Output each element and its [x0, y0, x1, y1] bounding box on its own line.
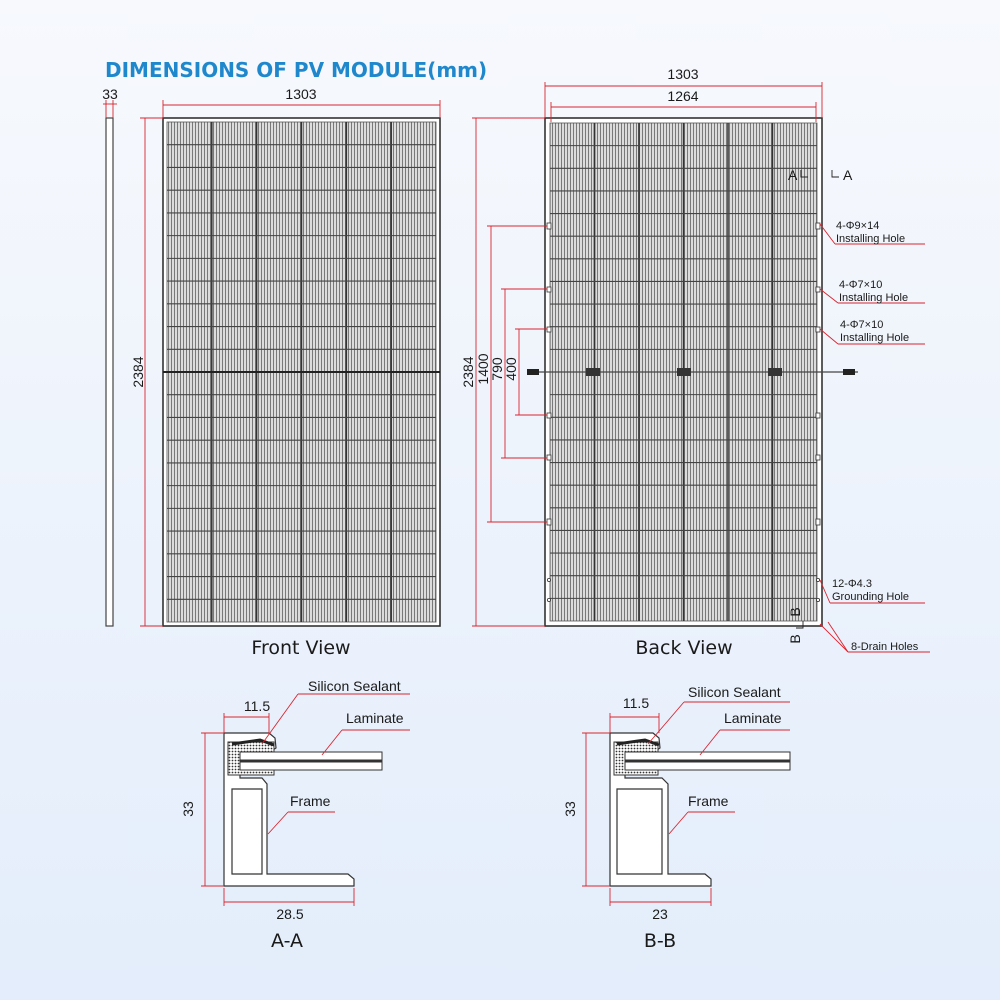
front-view-label: Front View [251, 637, 351, 659]
svg-text:12-Φ4.3: 12-Φ4.3 [832, 578, 872, 590]
junction-box-2 [677, 368, 691, 376]
connector-left [527, 369, 539, 375]
callout-installing-hole-3 [820, 319, 925, 344]
svg-text:Grounding Hole: Grounding Hole [832, 591, 910, 603]
back-dim-width: 1303 [667, 66, 699, 82]
back-dim-400: 400 [503, 357, 519, 381]
section-b-marker-top: B [787, 607, 803, 617]
callout-drain-holes [820, 622, 930, 653]
bb-sealant-label: Silicon Sealant [688, 684, 781, 700]
svg-text:Installing Hole: Installing Hole [839, 292, 909, 304]
bb-dim-height: 33 [562, 801, 578, 817]
side-view [102, 86, 118, 626]
front-view [130, 86, 440, 659]
bb-frame-label: Frame [688, 793, 729, 809]
svg-text:4-Φ7×10: 4-Φ7×10 [839, 279, 883, 291]
back-dim-1400: 1400 [475, 353, 491, 385]
callout-grounding-hole [820, 578, 925, 603]
aa-dim-bottom: 28.5 [276, 906, 304, 922]
bb-dim-top: 11.5 [622, 695, 650, 711]
aa-dim-height: 33 [180, 801, 196, 817]
section-a-marker-right: A [843, 167, 853, 183]
svg-text:Installing Hole: Installing Hole [836, 233, 906, 245]
section-aa [180, 678, 410, 952]
junction-box-1 [586, 368, 600, 376]
aa-sealant-label: Silicon Sealant [308, 678, 401, 694]
aa-laminate-label: Laminate [346, 710, 404, 726]
back-view-label: Back View [635, 637, 733, 659]
section-b-marker-bottom: B [787, 634, 803, 644]
svg-text:Installing Hole: Installing Hole [840, 332, 910, 344]
aa-label: A-A [270, 930, 304, 952]
svg-text:4-Φ9×14: 4-Φ9×14 [836, 220, 880, 232]
bb-dim-bottom: 23 [652, 906, 668, 922]
junction-box-3 [768, 368, 782, 376]
back-dim-height: 2384 [460, 356, 476, 388]
dim-thickness: 33 [102, 86, 118, 102]
bb-label: B-B [643, 930, 677, 952]
back-dim-790: 790 [489, 357, 505, 381]
callout-installing-hole-1 [820, 220, 925, 245]
front-dim-width: 1303 [285, 86, 317, 102]
front-dim-height: 2384 [130, 356, 146, 388]
section-bb [562, 684, 790, 952]
svg-text:8-Drain Holes: 8-Drain Holes [851, 641, 919, 653]
aa-dim-top: 11.5 [243, 698, 271, 714]
back-dim-inner-width: 1264 [667, 88, 699, 104]
aa-frame-label: Frame [290, 793, 331, 809]
section-a-marker-left: A [788, 167, 798, 183]
callout-installing-hole-2 [820, 279, 925, 304]
svg-text:4-Φ7×10: 4-Φ7×10 [840, 319, 884, 331]
connector-right [843, 369, 855, 375]
page-title: DIMENSIONS OF PV MODULE(mm) [105, 58, 488, 82]
back-view [460, 66, 930, 659]
bb-laminate-label: Laminate [724, 710, 782, 726]
